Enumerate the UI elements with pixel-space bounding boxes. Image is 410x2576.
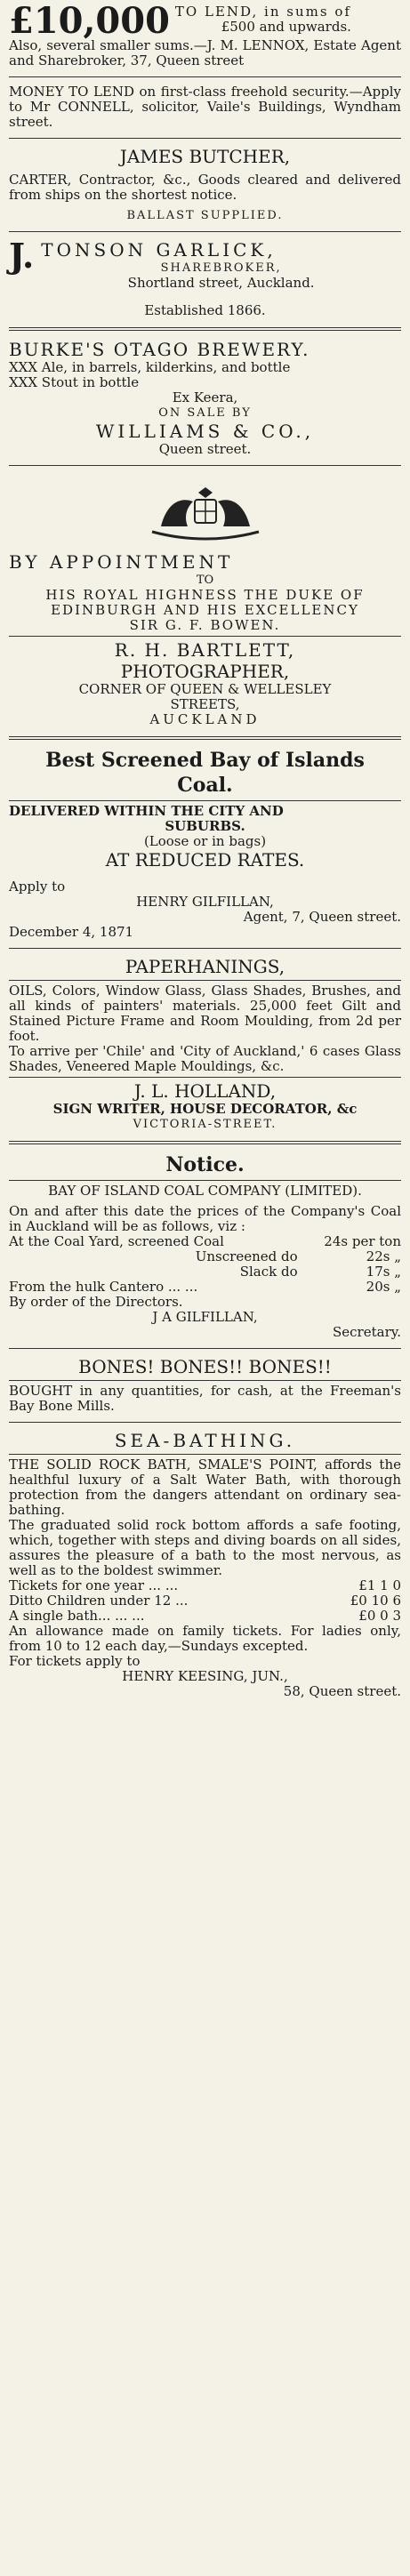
ad-coal-company [9, 1148, 401, 1345]
divider [9, 465, 401, 466]
ad9-role: Secretary. [333, 1324, 401, 1340]
ad7-line3: (Loose or in bags) [143, 833, 267, 849]
ad6-to: TO [196, 574, 214, 587]
ad7-date: December 4, 1871 [9, 924, 134, 940]
ad7-agent: Agent, 7, Queen street. [243, 909, 401, 925]
ad7-line2: SUBURBS. [165, 818, 245, 834]
ad7-line4: AT REDUCED RATES. [105, 849, 305, 871]
ad8-street: VICTORIA-STREET. [133, 1118, 277, 1131]
ad4-est: Established 1866. [144, 302, 266, 318]
ad7-title1: Best Screened Bay of Islands [45, 749, 365, 772]
ad-money-connell [9, 80, 401, 135]
ad6-line2: EDINBURGH AND HIS EXCELLENCY [51, 602, 359, 618]
divider [9, 1454, 401, 1455]
divider [9, 800, 401, 801]
ad-brewery [9, 334, 401, 462]
divider [9, 231, 401, 232]
ad9-name: J A GILFILLAN, [152, 1309, 258, 1325]
ad8-text2: To arrive per 'Chile' and 'City of Auckland,' 6 cases Glass Shades, Veneered Maple Mouldings, &c. [9, 1043, 401, 1074]
ad1-line1: TO LEND, in sums of [174, 4, 351, 20]
divider [9, 980, 401, 981]
ad4-role: SHAREBROKER, [160, 261, 282, 275]
royal-crest-icon [9, 480, 401, 544]
ad3-footer: BALLAST SUPPLIED. [126, 209, 284, 222]
ad6-addr1: CORNER OF QUEEN & WELLESLEY [78, 681, 332, 697]
ad4-initial: J. [9, 236, 35, 276]
divider [9, 1380, 401, 1381]
divider [9, 1180, 401, 1181]
ad8-role: SIGN WRITER, HOUSE DECORATOR, &c [52, 1101, 358, 1117]
ad6-city: AUCKLAND [149, 711, 261, 727]
ad9-text: On and after this date the prices of the Company's Coal in Auckland will be as follows, viz : [9, 1203, 401, 1234]
ad5-line2: XXX Stout in bottle [9, 374, 140, 390]
divider [9, 1348, 401, 1349]
ad11-title: SEA-BATHING. [114, 1430, 296, 1451]
ad7-line1: DELIVERED WITHIN THE CITY AND [9, 803, 284, 819]
ad-sea-bathing [9, 1425, 401, 1705]
ad5-line6: Queen street. [158, 441, 252, 457]
table-row: Ditto Children under 12 ... £0 10 6 [9, 1593, 401, 1609]
ad9-notice: Notice. [165, 1153, 245, 1176]
ad6-title: BY APPOINTMENT [9, 551, 234, 573]
table-row: Tickets for one year ... ... £1 1 0 [9, 1577, 401, 1593]
ad10-title: BONES! BONES!! BONES!! [78, 1356, 332, 1377]
divider [9, 138, 401, 139]
ad-bones [9, 1352, 401, 1419]
ad11-text3: An allowance made on family tickets. For ladies only, from 10 to 12 each day,—Sundays excepted. [9, 1623, 401, 1654]
ad9-title: BAY OF ISLAND COAL COMPANY (LIMITED). [48, 1183, 362, 1199]
divider [9, 76, 401, 77]
ad-coal-gilfillan [9, 743, 401, 945]
table-row: Unscreened do 22s „ [195, 1248, 401, 1264]
ad5-line4: ON SALE BY [158, 406, 252, 420]
ad4-name: TONSON GARLICK, [41, 239, 277, 261]
ad11-apply: For tickets apply to [9, 1653, 141, 1669]
ad4-address: Shortland street, Auckland. [127, 275, 315, 291]
ad5-line5: WILLIAMS & CO., [95, 421, 315, 442]
table-row: At the Coal Yard, screened Coal 24s per ton [9, 1233, 401, 1249]
ad7-apply: Apply to [9, 879, 66, 895]
ad8-text: OILS, Colors, Window Glass, Glass Shades, Brushes, and all kinds of painters' materials. 25,000 feet Gilt and Stained Picture Frame and Room Moulding, from 2d per foot. [9, 983, 401, 1044]
ad-holland [9, 951, 401, 1137]
table-row: Slack do 17s „ [239, 1264, 401, 1280]
ad2-text: MONEY TO LEND on first-class freehold security.—Apply to Mr CONNELL, solicitor, Vaile's Buildings, Wyndham street. [9, 84, 401, 130]
ad10-text: BOUGHT in any quantities, for cash, at the Freeman's Bay Bone Mills. [9, 1383, 401, 1414]
ad5-line1: XXX Ale, in barrels, kilderkins, and bottle [9, 359, 291, 375]
amount-heading: £10,000 [9, 0, 170, 42]
table-row: From the hulk Cantero ... ... 20s „ [9, 1279, 401, 1295]
divider [9, 327, 401, 331]
table-row: A single bath... ... ... £0 0 3 [9, 1608, 401, 1624]
ad-butcher [9, 141, 401, 229]
ad11-text2: The graduated solid rock bottom affords a safe footing, which, together with steps and diving boards on all sides, assures the pleasure of a bath to the most nervous, as well as to the boldest swimmer. [9, 1517, 401, 1578]
ad11-name: HENRY KEESING, JUN., [122, 1668, 288, 1684]
divider [9, 1422, 401, 1423]
coal-price-table [9, 1234, 401, 1295]
ad3-title: JAMES BUTCHER, [119, 146, 291, 167]
ad11-text1: THE SOLID ROCK BATH, SMALE'S POINT, affords the healthful luxury of a Salt Water Bath, with thorough protection from the dangers attendant on ordinary sea-bathing. [9, 1457, 401, 1518]
divider [9, 636, 401, 637]
ad-bartlett [9, 469, 401, 733]
ad9-order: By order of the Directors. [9, 1294, 183, 1310]
ad5-line3: Ex Keera, [172, 389, 238, 405]
ad6-addr2: STREETS, [170, 696, 240, 712]
divider [9, 1077, 401, 1078]
divider [9, 736, 401, 740]
divider [9, 948, 401, 949]
ad8-name: J. L. HOLLAND, [133, 1080, 277, 1102]
bath-price-table [9, 1578, 401, 1624]
divider [9, 1141, 401, 1144]
ad6-line3: SIR G. F. BOWEN. [129, 617, 281, 633]
ad6-line1: HIS ROYAL HIGHNESS THE DUKE OF [45, 587, 365, 603]
ad3-text: CARTER, Contractor, &c., Goods cleared and delivered from ships on the shortest notice. [9, 172, 401, 203]
ad1-text: Also, several smaller sums.—J. M. LENNOX, Estate Agent and Sharebroker, 37, Queen street [9, 37, 401, 68]
ad8-title: PAPERHANINGS, [125, 956, 285, 977]
ad6-role: PHOTOGRAPHER, [120, 661, 290, 682]
ad-money-lennox [9, 0, 401, 74]
ad-garlick [9, 235, 401, 324]
ad1-line2: £500 and upwards. [221, 19, 351, 35]
ad5-title: BURKE'S OTAGO BREWERY. [9, 339, 310, 360]
ad6-name: R. H. BARTLETT, [114, 639, 296, 661]
ad11-addr: 58, Queen street. [283, 1683, 401, 1699]
ad7-title2: Coal. [177, 774, 233, 797]
ad7-name: HENRY GILFILLAN, [136, 894, 274, 910]
